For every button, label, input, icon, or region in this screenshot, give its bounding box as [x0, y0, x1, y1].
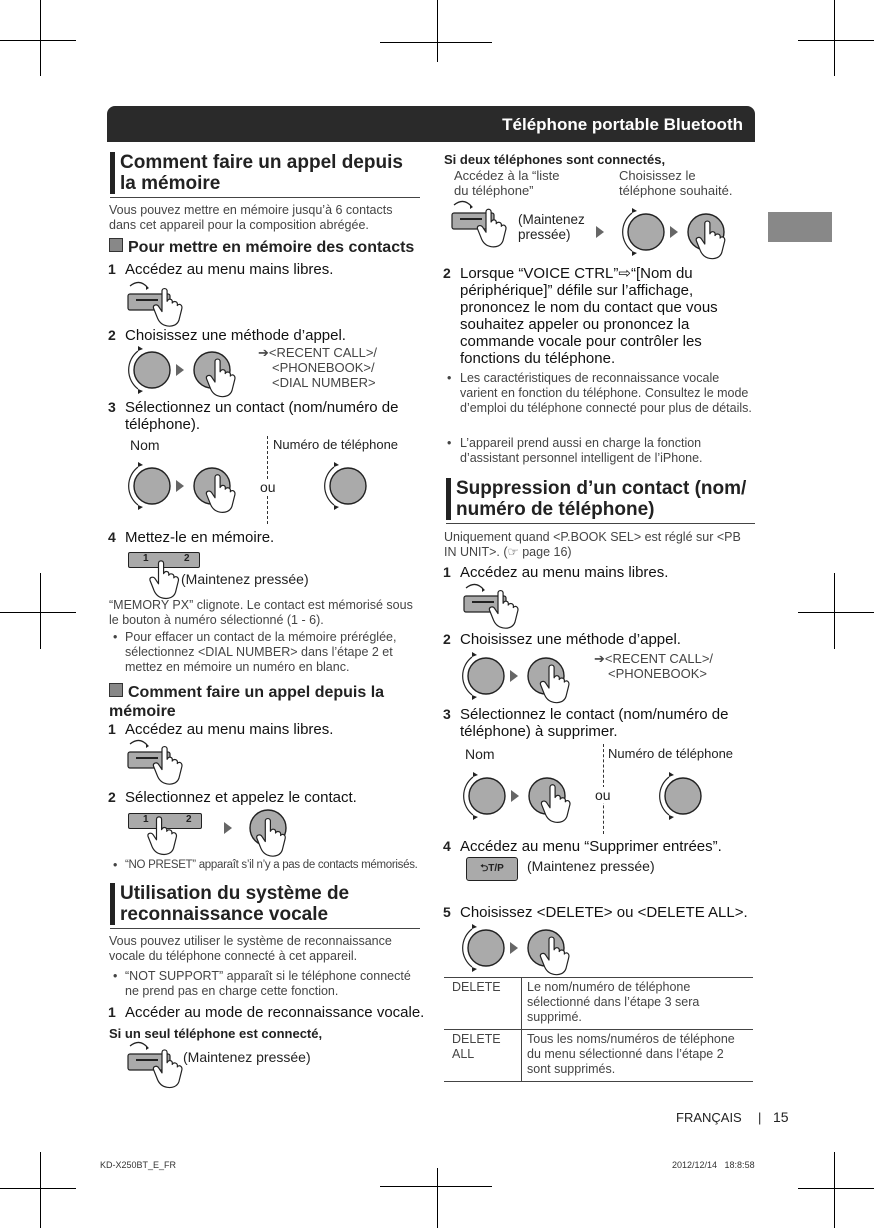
choose-phone-label: Choisissez le téléphone souhaité. — [619, 168, 733, 198]
header-title: Téléphone portable Bluetooth — [502, 115, 743, 134]
step-number: 3 — [443, 706, 451, 722]
table-row — [444, 978, 753, 1030]
step-number: 2 — [108, 789, 116, 805]
bullet-dot: • — [447, 371, 452, 385]
bullet-text: Pour effacer un contact de la mémoire préréglée, sélectionnez <DIAL NUMBER> dans l’étape 2 et mettez en mémoire un numéro en blanc. — [125, 630, 397, 674]
label-phone-number: Numéro de téléphone — [608, 746, 734, 761]
access-list-label: Accédez à la “liste du téléphone” — [454, 168, 560, 198]
step-number: 3 — [108, 399, 116, 415]
step-text: Accédez au menu mains libres. — [125, 261, 334, 278]
step-number: 1 — [108, 721, 116, 737]
divider — [110, 197, 420, 198]
call-method-options — [594, 651, 713, 681]
label-name: Nom — [130, 437, 160, 453]
step-number: 2 — [443, 631, 451, 647]
option-dial-number: <DIAL NUMBER> — [272, 375, 376, 390]
step-number: 1 — [108, 1004, 116, 1020]
step-text: Accéder au mode de reconnaissance vocale. — [125, 1004, 425, 1021]
section-title-delete: Suppression d’un contact (nom/ numéro de téléphone) — [446, 478, 756, 520]
step-text: Accédez au menu mains libres. — [125, 721, 334, 738]
subheading-store-contacts — [109, 238, 421, 257]
bullet-text: “NOT SUPPORT” apparaît si le téléphone connecté ne prend pas en charge cette fonction. — [125, 969, 411, 998]
phone-button-icon — [128, 744, 198, 790]
hold-label: (Maintenez pressée) — [518, 212, 585, 242]
step-number: 4 — [443, 838, 451, 854]
bullet-dot: • — [113, 630, 118, 644]
hand-icon — [150, 560, 180, 602]
return-arrow-icon: ⮌ — [480, 863, 489, 874]
label-or: ou — [595, 787, 611, 803]
subheading-text: Pour mettre en mémoire des contacts — [128, 239, 415, 256]
divider — [446, 523, 755, 524]
delete-options-table — [444, 977, 753, 1082]
step-text: Mettez-le en mémoire. — [125, 529, 275, 546]
footer-file: KD-X250BT_E_FR — [100, 1160, 177, 1170]
label-name: Nom — [465, 746, 495, 762]
hold-label: (Maintenez pressée) — [181, 571, 309, 587]
phone-button-icon — [452, 205, 522, 251]
divider — [110, 928, 420, 929]
step-text: Sélectionnez et appelez le contact. — [125, 789, 357, 806]
subheading-call-from-memory — [109, 683, 421, 721]
control-knob-icon — [130, 348, 260, 398]
label-phone-number: Numéro de téléphone — [273, 437, 399, 452]
bullet-dot: • — [447, 436, 452, 450]
table-row — [444, 1030, 753, 1082]
two-phones-label: Si deux téléphones sont connectés, — [444, 152, 666, 167]
page-header — [107, 106, 755, 142]
section-title-memory-call: Comment faire un appel depuis la mémoire — [110, 152, 420, 194]
call-method-options — [258, 345, 377, 390]
hold-label: (Maintenez pressée) — [183, 1049, 311, 1065]
arrow-right-icon: ➔ — [594, 651, 605, 666]
step-number: 1 — [443, 564, 451, 580]
option-recent-call: ➔<RECENT CALL>/ — [594, 651, 714, 666]
phone-button-icon — [464, 588, 534, 634]
hand-icon — [148, 816, 338, 864]
bullet-dot: • — [113, 969, 118, 983]
bullet-text: L’appareil prend aussi en charge la fonction d’assistant personnel intelligent de l’iPhone. — [460, 436, 703, 465]
table-key: DELETE ALL — [444, 1030, 522, 1082]
bullet-text: Les caractéristiques de reconnaissance vocale varient en fonction du téléphone. Consultez le mode d’emploi du téléphone connecté pour plus de détails. — [460, 371, 752, 415]
table-value: Le nom/numéro de téléphone sélectionné dans l’étape 3 sera supprimé. — [522, 978, 754, 1030]
control-knob-icon — [130, 462, 370, 512]
table-key: DELETE — [444, 978, 522, 1030]
preset-button: 1 2 — [128, 813, 202, 829]
table-value: Tous les noms/numéros de téléphone du menu sélectionné dans l’étape 2 sont supprimés. — [522, 1030, 754, 1082]
section-title-voice: Utilisation du système de reconnaissance vocale — [110, 883, 420, 925]
step-text: Accédez au menu “Supprimer entrées”. — [460, 838, 722, 855]
side-tab — [768, 212, 832, 242]
memory-note: “MEMORY PX” clignote. Le contact est mémorisé sous le bouton à numéro sélectionné (1 - 6). — [109, 598, 413, 627]
option-phonebook: <PHONEBOOK>/ — [272, 360, 375, 375]
section-intro: Uniquement quand <P.BOOK SEL> est réglé sur <PB IN UNIT>. (☞ page 16) — [444, 530, 741, 559]
bullet-dot: • — [113, 858, 118, 872]
option-recent-call: ➔<RECENT CALL>/ — [258, 345, 378, 360]
control-knob-icon — [464, 654, 594, 704]
bullet-text: “NO PRESET” apparaît s’il n’y a pas de contacts mémorisés. — [125, 859, 418, 871]
footer-datetime: 2012/12/14 18:8:58 — [672, 1160, 755, 1170]
square-bullet-icon — [109, 238, 123, 252]
step-number: 1 — [108, 261, 116, 277]
step-text: Choisissez une méthode d’appel. — [125, 327, 346, 344]
step-number: 5 — [443, 904, 451, 920]
step-number: 2 — [108, 327, 116, 343]
step-text: Lorsque “VOICE CTRL”⇨“[Nom du périphérique]” défile sur l’affichage, prononcez le nom du contact que vous souhaitez appeler ou prononcez la commande vocale pour contrôler les fonctions du téléphone. — [460, 265, 718, 367]
step-text: Sélectionnez un contact (nom/numéro de téléphone). — [125, 399, 399, 433]
arrow-right-icon: ➔ — [258, 345, 269, 360]
footer-separator: | — [758, 1110, 762, 1125]
page-number: 15 — [773, 1109, 789, 1125]
preset-button: 1 2 — [128, 552, 200, 568]
hold-label: (Maintenez pressée) — [527, 858, 655, 874]
section-intro: Vous pouvez utiliser le système de reconnaissance vocale du téléphone connecté à cet appareil. — [109, 934, 392, 963]
control-knob-icon — [596, 210, 756, 260]
step-text: Sélectionnez le contact (nom/numéro de téléphone) à supprimer. — [460, 706, 729, 740]
subheading-text: Comment faire un appel depuis la mémoire — [109, 684, 385, 720]
step-text: Choisissez une méthode d’appel. — [460, 631, 681, 648]
step-text: Choisissez <DELETE> ou <DELETE ALL>. — [460, 904, 748, 921]
phone-button-icon — [128, 286, 198, 332]
step-number: 2 — [443, 265, 451, 281]
square-bullet-icon — [109, 683, 123, 697]
step-text: Accédez au menu mains libres. — [460, 564, 669, 581]
control-knob-icon — [465, 772, 705, 822]
label-or: ou — [260, 479, 276, 495]
footer-language: FRANÇAIS — [676, 1110, 742, 1125]
option-phonebook: <PHONEBOOK> — [608, 666, 707, 681]
section-intro: Vous pouvez mettre en mémoire jusqu’à 6 contacts dans cet appareil pour la composition abrégée. — [109, 203, 393, 232]
tp-button: ⮌T/P — [466, 857, 518, 881]
step-number: 4 — [108, 529, 116, 545]
control-knob-icon — [464, 926, 604, 976]
single-phone-label: Si un seul téléphone est connecté, — [109, 1026, 323, 1041]
